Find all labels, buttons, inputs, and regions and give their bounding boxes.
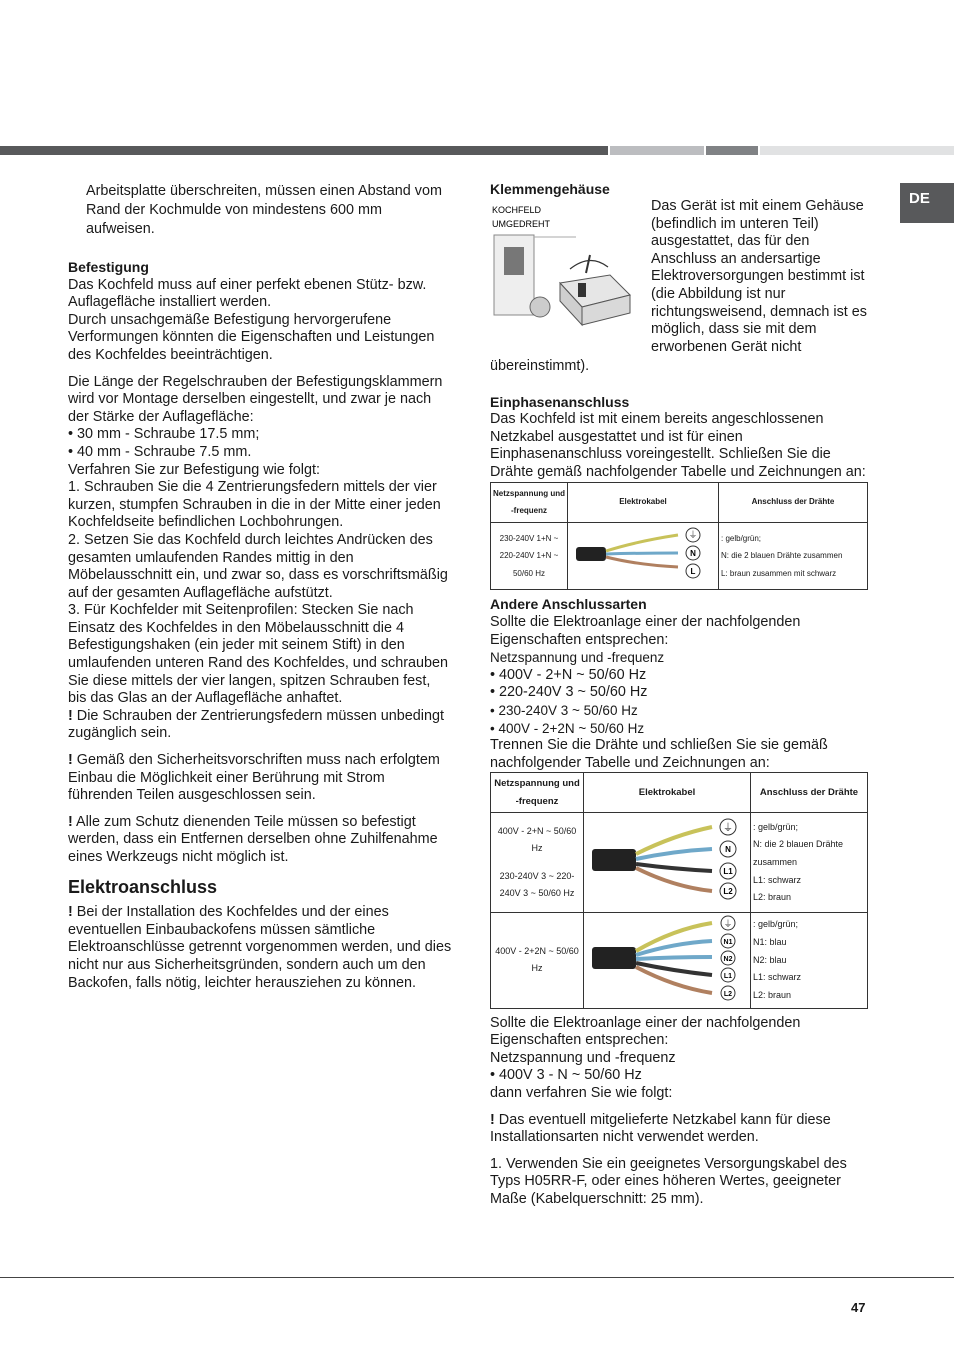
terminal-label: L bbox=[690, 566, 696, 576]
connection-desc: N1: blau bbox=[753, 936, 787, 947]
warning-text: Das eventuell mitgelieferte Netzkabel kann für diese Installationsarten nicht verwendet werden. bbox=[490, 1111, 831, 1146]
page-number: 47 bbox=[851, 1300, 866, 1315]
laenge-item: • 40 mm - Schraube 7.5 mm. bbox=[68, 443, 252, 460]
connection-cell bbox=[751, 913, 868, 1009]
andere-item: • 400V - 2+2N ~ 50/60 Hz bbox=[490, 720, 645, 736]
voltage-cell: 400V - 2+2N ~ 50/60 Hz bbox=[491, 913, 584, 1009]
terminal-box bbox=[560, 255, 630, 325]
header-bar-pale bbox=[760, 146, 954, 155]
warning-text: Alle zum Schutz dienenden Teile müssen so befestigt werden, dass ein Entfernen derselben ohne Zuhilfenahme eines Werkzeugs nicht möglich ist. bbox=[68, 813, 438, 865]
sollte-then: dann verfahren Sie wie folgt: bbox=[490, 1085, 673, 1102]
voltage-text: 400V - 2+N ~ 50/60 Hz bbox=[497, 825, 577, 854]
connection-desc: : gelb/grün; bbox=[753, 919, 799, 930]
elektroanschluss-paragraph bbox=[68, 904, 452, 992]
elektroanschluss-title: Elektroanschluss bbox=[68, 876, 218, 897]
connection-desc: L1: schwarz bbox=[753, 874, 802, 885]
connection-desc: L2: braun bbox=[753, 892, 792, 903]
klemmen-title: Klemmengehäuse bbox=[490, 181, 610, 197]
terminal-box-illustration bbox=[490, 203, 640, 353]
th-voltage: Netzspannung und -frequenz bbox=[491, 773, 584, 813]
multi-phase-table bbox=[490, 772, 868, 1008]
terminal-label: L1 bbox=[723, 973, 733, 981]
andere-sub: Netzspannung und -frequenz bbox=[490, 650, 665, 666]
einphasen-paragraph: Das Kochfeld ist mit einem bereits angeschlossenen Netzkabel ausgestattet und ist für einen Einphasenanschluss voreingestellt. Schließen Sie die Drähte gemäß nachfolgender Tabelle und Zeichnungen an: bbox=[490, 411, 866, 480]
terminal-label: ⏚ bbox=[723, 823, 733, 835]
th-cable: Elektrokabel bbox=[568, 482, 719, 522]
warning-text: Die Schrauben der Zentrierungsfedern müssen unbedingt zugänglich sein. bbox=[68, 707, 444, 742]
terminal-label: N bbox=[690, 548, 696, 558]
connection-desc: : gelb/grün; bbox=[721, 533, 762, 543]
andere-item: • 400V - 2+N ~ 50/60 Hz bbox=[490, 666, 647, 683]
sollte-sub: Netzspannung und -frequenz bbox=[490, 1049, 676, 1066]
step-3: 3. Für Kochfelder mit Seitenprofilen: Stecken Sie nach Einsatz des Kochfeldes in den Möbelausschnitt die 4 Befestigungshaken (ein jeder mit seinem Stift) in den umlaufenden unteren Rand des Kochfeldes, und schrauben Sie diese mittels der vier langen, spitzen Schrauben fest, bis das Glas an der Auflagefläche anhaftet. bbox=[68, 602, 449, 707]
connection-desc: L2: braun bbox=[753, 989, 792, 1000]
klemmen-tail: übereinstimmt). bbox=[490, 358, 590, 374]
header-bar-light bbox=[610, 146, 704, 155]
netzkabel-warning bbox=[490, 1112, 870, 1147]
right-column-lower bbox=[490, 358, 870, 1218]
andere-item: • 220-240V 3 ~ 50/60 Hz bbox=[490, 684, 648, 701]
klemmen-text: Das Gerät ist mit einem Gehäuse (befindlich im unteren Teil) ausgestattet, das für den Anschluss an andersartige Elektroversorgungen bestimmt ist (die Abbildung ist nur richtungsweisend, demnach ist es möglich, dass sie mit dem erworbenen Gerät nicht bbox=[651, 198, 867, 355]
pic-label-1: KOCHFELD bbox=[492, 205, 542, 215]
sollte-paragraph: Sollte die Elektroanlage einer der nachfolgenden Eigenschaften entsprechen: bbox=[490, 1014, 801, 1049]
left-column bbox=[68, 182, 452, 1001]
right-column bbox=[490, 181, 870, 199]
sollte-item: • 400V 3 - N ~ 50/60 Hz bbox=[490, 1067, 642, 1084]
terminal-label: L2 bbox=[723, 887, 733, 897]
befestigung-p1: Das Kochfeld muss auf einer perfekt ebenen Stütz- bzw. Auflagefläche installiert werden. bbox=[68, 276, 427, 311]
hob-component bbox=[504, 247, 524, 275]
exclamation-icon: ! bbox=[68, 707, 73, 724]
step-1-right: 1. Verwenden Sie ein geeignetes Versorgungskabel des Typs H05RR-F, oder eines höheren Wertes, geeigneter Maße (Kabelquerschnitt: 25 mm). bbox=[490, 1155, 847, 1207]
exclamation-icon: ! bbox=[68, 813, 73, 830]
trennen-paragraph: Trennen Sie die Drähte und schließen Sie sie gemäß nachfolgender Tabelle und Zeichnungen an: bbox=[490, 737, 828, 771]
connection-desc: N: die 2 blauen Drähte zusammen bbox=[721, 551, 843, 561]
exclamation-icon: ! bbox=[68, 752, 73, 769]
andere-title: Andere Anschlussarten bbox=[490, 596, 647, 613]
terminal-label: N2 bbox=[723, 956, 733, 964]
th-connection: Anschluss der Drähte bbox=[751, 773, 868, 813]
warning-2 bbox=[68, 752, 452, 805]
andere-item: • 230-240V 3 ~ 50/60 Hz bbox=[490, 702, 638, 718]
hob-detail bbox=[530, 297, 550, 317]
single-phase-table bbox=[490, 482, 868, 591]
connection-desc: N2: blau bbox=[753, 954, 787, 965]
voltage-text: 230-240V 3 ~ 220-240V 3 ~ 50/60 Hz bbox=[499, 870, 575, 899]
voltage-cell: 230-240V 1+N ~ 220-240V 1+N ~ 50/60 Hz bbox=[491, 522, 568, 590]
cable-cell bbox=[568, 522, 719, 590]
exclamation-icon: ! bbox=[68, 904, 73, 921]
cable-cell bbox=[584, 813, 751, 913]
th-connection: Anschluss der Drähte bbox=[719, 482, 868, 522]
intro-paragraph: Arbeitsplatte überschreiten, müssen einen Abstand vom Rand der Kochmulde von mindestens 600 mm aufweisen. bbox=[86, 183, 442, 237]
cable-drawing-3phase bbox=[584, 813, 746, 905]
pic-label-2: UMGEDREHT bbox=[492, 219, 550, 229]
andere-paragraph: Sollte die Elektroanlage einer der nachfolgenden Eigenschaften entsprechen: bbox=[490, 613, 801, 648]
step-1: 1. Schrauben Sie die 4 Zentrierungsfedern mittels der vier kurzen, stumpfen Schrauben in die in der Mitte einer jeden Kochfeldseite befindlichen Lochbohrungen. bbox=[68, 479, 441, 531]
cable-cell bbox=[584, 913, 751, 1009]
terminal-label: N1 bbox=[723, 939, 733, 947]
connection-desc: : gelb/grün; bbox=[753, 821, 799, 832]
step-2: 2. Setzen Sie das Kochfeld durch leichtes Andrücken des gesamten umlaufenden Randes mittig in den Möbelausschnitt ein, und zwar so, dass es vorschriftsmäßig auf der gesamten Auflagefläche aufstützt. bbox=[68, 531, 448, 601]
verfahren-intro: Verfahren Sie zur Befestigung wie folgt: bbox=[68, 461, 320, 478]
voltage-cell bbox=[491, 813, 584, 913]
laenge-item: • 30 mm - Schraube 17.5 mm; bbox=[68, 426, 260, 443]
connection-desc: N: die 2 blauen Drähte zusammen bbox=[753, 839, 844, 867]
terminal-label: L2 bbox=[723, 991, 733, 999]
th-cable: Elektrokabel bbox=[584, 773, 751, 813]
footer-line bbox=[0, 1277, 954, 1278]
warning-1 bbox=[68, 708, 452, 743]
header-bar-dark bbox=[0, 146, 608, 155]
terminal-label: L1 bbox=[723, 867, 733, 877]
terminal-label: ⏚ bbox=[723, 919, 733, 930]
language-tab: DE bbox=[900, 183, 954, 223]
warning-text: Gemäß den Sicherheitsvorschriften muss nach erfolgtem Einbau die Möglichkeit einer Berührung mit Strom führenden Teilen ausgeschlossen sein. bbox=[68, 752, 440, 804]
laenge-paragraph: Die Länge der Regelschrauben der Befestigungsklammern wird vor Montage derselben eingestellt, und zwar je nach der Stärke der Auflagefläche: bbox=[68, 373, 443, 425]
connection-desc: L: braun zusammen mit schwarz bbox=[721, 568, 837, 578]
connection-cell bbox=[751, 813, 868, 913]
elektro-text: Bei der Installation des Kochfeldes und der eines eventuellen Einbaubackofens müssen sämtliche Elektroanschlüsse getrennt vorgenommen werden, und dies nicht nur aus Sicherheitsgründen, sondern auch um den Backofen, falls nötig, leichter herausziehen zu können. bbox=[68, 904, 452, 991]
terminal-label: ⏚ bbox=[688, 529, 698, 540]
einphasen-title: Einphasenanschluss bbox=[490, 393, 630, 410]
terminal-label: N bbox=[725, 845, 731, 855]
cable-drawing-single bbox=[568, 523, 714, 583]
header-bar-mid bbox=[706, 146, 758, 155]
befestigung-p2: Durch unsachgemäße Befestigung hervorgerufene Verformungen könnten die Eigenschaften und Leistungen des Kochfeldes beeinträchtigen. bbox=[68, 311, 435, 363]
connection-cell bbox=[719, 522, 868, 590]
th-voltage: Netzspannung und -frequenz bbox=[491, 482, 568, 522]
befestigung-title: Befestigung bbox=[68, 259, 149, 275]
exclamation-icon: ! bbox=[490, 1111, 495, 1128]
cable-drawing-2plus2n bbox=[584, 913, 746, 1001]
connection-desc: L1: schwarz bbox=[753, 972, 802, 983]
warning-3 bbox=[68, 814, 452, 867]
